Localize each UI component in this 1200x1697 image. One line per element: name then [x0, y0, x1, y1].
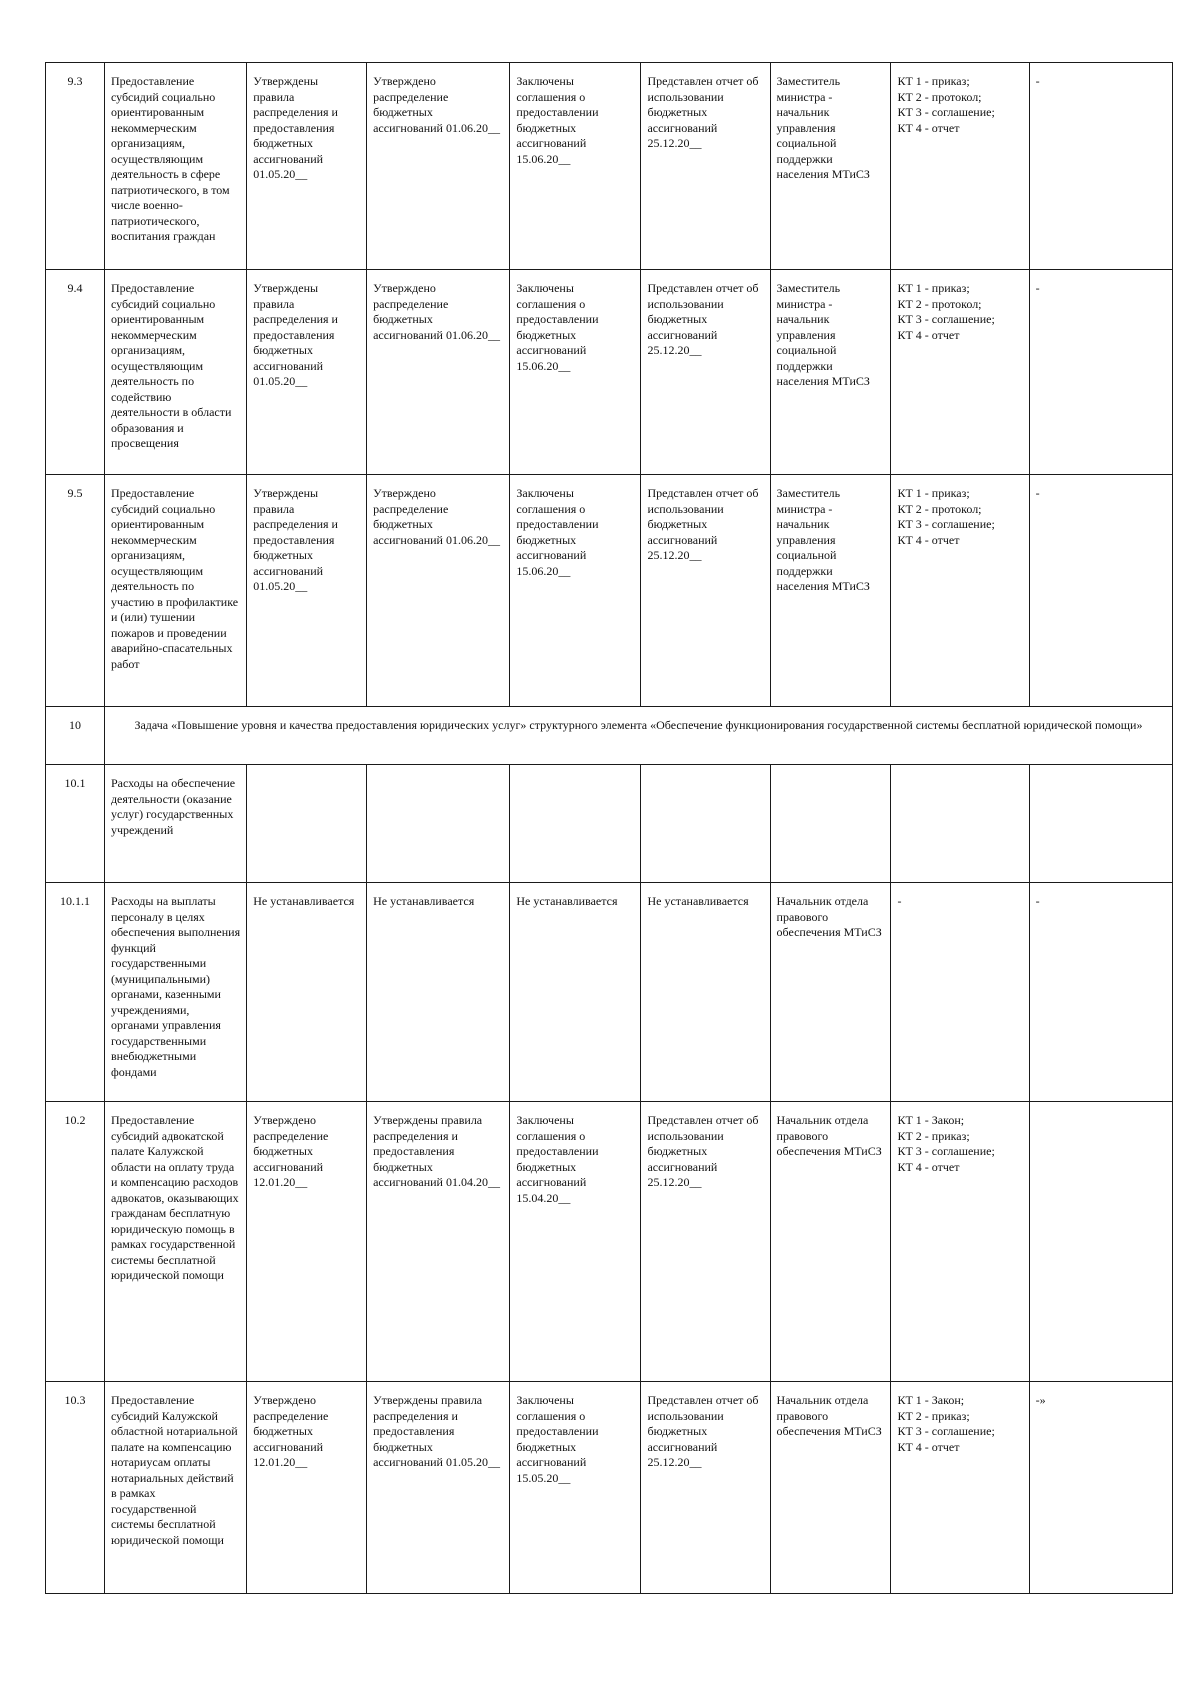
- control-point-3: Заключены соглашения о предоставлении бюджетных ассигнований 15.06.20__: [510, 270, 641, 475]
- control-point-3: Заключены соглашения о предоставлении бюджетных ассигнований 15.05.20__: [510, 1382, 641, 1594]
- control-point-2: Не устанавливается: [367, 883, 510, 1102]
- row-number: 10.1: [46, 765, 105, 883]
- control-point-2: Утверждены правила распределения и предоставления бюджетных ассигнований 01.04.20__: [367, 1102, 510, 1382]
- control-point-1: Утверждены правила распределения и предоставления бюджетных ассигнований 01.05.20__: [247, 270, 367, 475]
- control-point-4: Представлен отчет об использовании бюджетных ассигнований 25.12.20__: [641, 1382, 770, 1594]
- measure-name: Предоставление субсидий социально ориентированным некоммерческим организациям, осуществляющим деятельность по содействию деятельности в области образования и просвещения: [104, 270, 246, 475]
- task-title: Задача «Повышение уровня и качества предоставления юридических услуг» структурного элемента «Обеспечение функционирования государственной системы бесплатной юридической помощи»: [104, 707, 1172, 765]
- control-point-2: Утверждены правила распределения и предоставления бюджетных ассигнований 01.05.20__: [367, 1382, 510, 1594]
- responsible-executor: Заместитель министра - начальник управления социальной поддержки населения МТиСЗ: [770, 63, 891, 270]
- responsible-executor: [770, 765, 891, 883]
- control-point-4: Представлен отчет об использовании бюджетных ассигнований 25.12.20__: [641, 475, 770, 707]
- responsible-executor: Заместитель министра - начальник управления социальной поддержки населения МТиСЗ: [770, 270, 891, 475]
- notes: [1029, 1102, 1172, 1382]
- control-point-4: Представлен отчет об использовании бюджетных ассигнований 25.12.20__: [641, 1102, 770, 1382]
- measure-name: Предоставление субсидий Калужской областной нотариальной палате на компенсацию нотариусам оплаты нотариальных действий в рамках государственной системы бесплатной юридической помощи: [104, 1382, 246, 1594]
- measure-name: Расходы на обеспечение деятельности (оказание услуг) государственных учреждений: [104, 765, 246, 883]
- control-point-4: Представлен отчет об использовании бюджетных ассигнований 25.12.20__: [641, 270, 770, 475]
- row-number: 10.2: [46, 1102, 105, 1382]
- control-point-2: Утверждено распределение бюджетных ассигнований 01.06.20__: [367, 270, 510, 475]
- confirming-documents: КТ 1 - Закон; КТ 2 - приказ; КТ 3 - соглашение; КТ 4 - отчет: [891, 1382, 1029, 1594]
- confirming-documents: КТ 1 - приказ; КТ 2 - протокол; КТ 3 - соглашение; КТ 4 - отчет: [891, 475, 1029, 707]
- task-row: [46, 707, 1173, 765]
- control-point-3: Заключены соглашения о предоставлении бюджетных ассигнований 15.06.20__: [510, 63, 641, 270]
- notes: -: [1029, 475, 1172, 707]
- table-row: [46, 1382, 1173, 1594]
- control-point-1: Утверждено распределение бюджетных ассигнований 12.01.20__: [247, 1102, 367, 1382]
- control-point-4: Представлен отчет об использовании бюджетных ассигнований 25.12.20__: [641, 63, 770, 270]
- table-row: [46, 765, 1173, 883]
- control-point-3: Заключены соглашения о предоставлении бюджетных ассигнований 15.06.20__: [510, 475, 641, 707]
- control-point-1: [247, 765, 367, 883]
- control-point-2: [367, 765, 510, 883]
- notes: -: [1029, 270, 1172, 475]
- control-point-4: [641, 765, 770, 883]
- row-number: 10.3: [46, 1382, 105, 1594]
- control-point-2: Утверждено распределение бюджетных ассигнований 01.06.20__: [367, 475, 510, 707]
- task-number: 10: [46, 707, 105, 765]
- responsible-executor: Начальник отдела правового обеспечения МТиСЗ: [770, 883, 891, 1102]
- control-point-2: Утверждено распределение бюджетных ассигнований 01.06.20__: [367, 63, 510, 270]
- responsible-executor: Начальник отдела правового обеспечения МТиСЗ: [770, 1382, 891, 1594]
- confirming-documents: КТ 1 - приказ; КТ 2 - протокол; КТ 3 - соглашение; КТ 4 - отчет: [891, 270, 1029, 475]
- table-row: [46, 1102, 1173, 1382]
- notes: -: [1029, 883, 1172, 1102]
- measure-name: Предоставление субсидий социально ориентированным некоммерческим организациям, осуществляющим деятельность по участию в профилактике и (или) тушении пожаров и проведении аварийно-спасательных работ: [104, 475, 246, 707]
- measure-name: Предоставление субсидий адвокатской палате Калужской области на оплату труда и компенсацию расходов адвокатов, оказывающих гражданам бесплатную юридическую помощь в рамках государственной системы бесплатной юридической помощи: [104, 1102, 246, 1382]
- row-number: 10.1.1: [46, 883, 105, 1102]
- row-number: 9.4: [46, 270, 105, 475]
- notes: -: [1029, 63, 1172, 270]
- table-row: [46, 883, 1173, 1102]
- control-point-1: Утверждены правила распределения и предоставления бюджетных ассигнований 01.05.20__: [247, 475, 367, 707]
- row-number: 9.3: [46, 63, 105, 270]
- row-number: 9.5: [46, 475, 105, 707]
- control-point-3: Заключены соглашения о предоставлении бюджетных ассигнований 15.04.20__: [510, 1102, 641, 1382]
- table-row: [46, 270, 1173, 475]
- table-row: [46, 63, 1173, 270]
- confirming-documents: КТ 1 - Закон; КТ 2 - приказ; КТ 3 - соглашение; КТ 4 - отчет: [891, 1102, 1029, 1382]
- control-point-1: Утверждено распределение бюджетных ассигнований 12.01.20__: [247, 1382, 367, 1594]
- measures-table: [45, 62, 1173, 1594]
- responsible-executor: Заместитель министра - начальник управления социальной поддержки населения МТиСЗ: [770, 475, 891, 707]
- control-point-1: Утверждены правила распределения и предоставления бюджетных ассигнований 01.05.20__: [247, 63, 367, 270]
- control-point-1: Не устанавливается: [247, 883, 367, 1102]
- measure-name: Расходы на выплаты персоналу в целях обеспечения выполнения функций государственными (муниципальными) органами, казенными учреждениями, органами управления государственными внебюджетными фондами: [104, 883, 246, 1102]
- notes: [1029, 765, 1172, 883]
- notes: -»: [1029, 1382, 1172, 1594]
- control-point-3: [510, 765, 641, 883]
- confirming-documents: [891, 765, 1029, 883]
- table-row: [46, 475, 1173, 707]
- control-point-4: Не устанавливается: [641, 883, 770, 1102]
- control-point-3: Не устанавливается: [510, 883, 641, 1102]
- responsible-executor: Начальник отдела правового обеспечения МТиСЗ: [770, 1102, 891, 1382]
- measure-name: Предоставление субсидий социально ориентированным некоммерческим организациям, осуществляющим деятельность в сфере патриотического, в том числе военно-патриотического, воспитания граждан: [104, 63, 246, 270]
- confirming-documents: -: [891, 883, 1029, 1102]
- confirming-documents: КТ 1 - приказ; КТ 2 - протокол; КТ 3 - соглашение; КТ 4 - отчет: [891, 63, 1029, 270]
